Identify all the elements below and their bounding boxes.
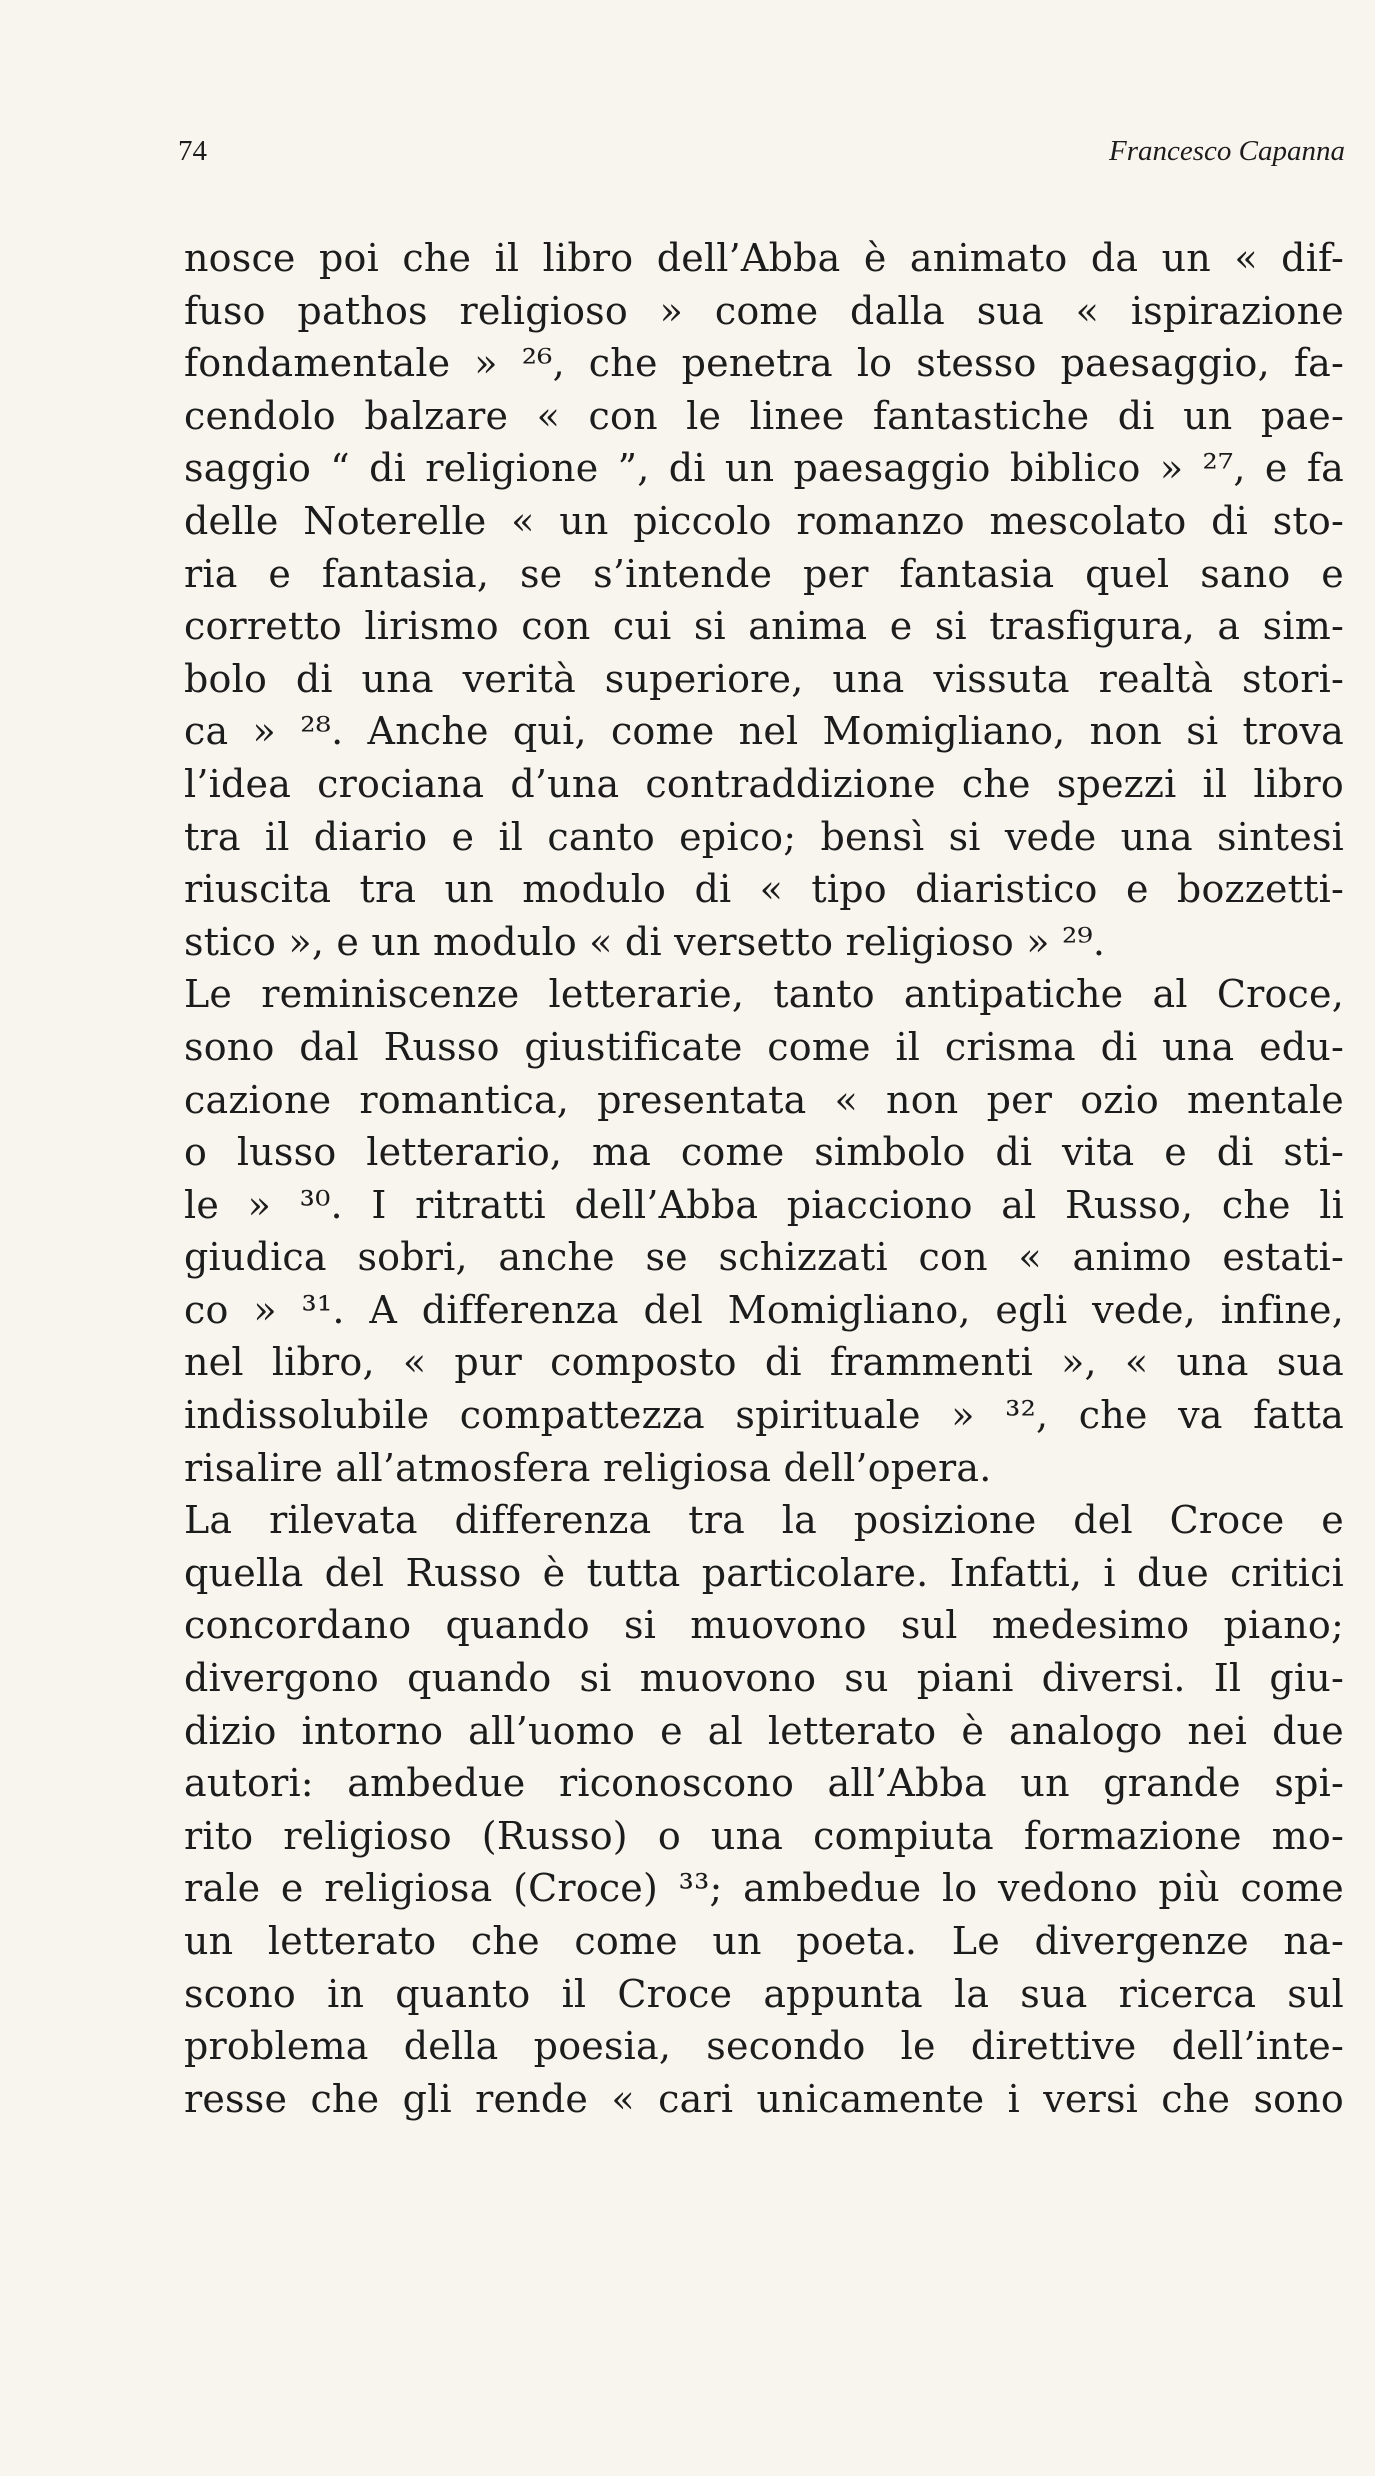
text-line: nosce poi che il libro dell’Abba è animato da un « dif- — [184, 236, 1344, 280]
text-line: dizio intorno all’uomo e al letterato è analogo nei due — [184, 1708, 1344, 1753]
text-line: un letterato che come un poeta. Le divergenze na- — [184, 1919, 1344, 1963]
page-number: 74 — [178, 135, 207, 167]
text-line: nel libro, « pur composto di frammenti », « una sua — [184, 1340, 1344, 1385]
text-line: quella del Russo è tutta particolare. Infatti, i due critici — [184, 1550, 1344, 1595]
text-line: concordano quando si muovono sul medesimo piano; — [184, 1603, 1344, 1648]
text-line: le » ³⁰. I ritratti dell’Abba piacciono al Russo, che li — [184, 1182, 1344, 1227]
text-line: scono in quanto il Croce appunta la sua ricerca sul — [184, 1971, 1344, 2016]
text-line: sono dal Russo giustificate come il crisma di una edu- — [184, 1024, 1344, 1069]
text-line: cendolo balzare « con le linee fantastiche di un pae- — [184, 393, 1344, 438]
text-line: co » ³¹. A differenza del Momigliano, egli vede, infine, — [184, 1287, 1344, 1332]
body-text — [184, 232, 1344, 2125]
text-line: La rilevata differenza tra la posizione del Croce e — [184, 1498, 1344, 1543]
text-line: ria e fantasia, se s’intende per fantasia quel sano e — [184, 551, 1344, 596]
text-line: rale e religiosa (Croce) ³³; ambedue lo vedono più come — [184, 1866, 1344, 1911]
text-line: corretto lirismo con cui si anima e si trasfigura, a sim- — [184, 604, 1344, 649]
text-line: stico », e un modulo « di versetto religioso » ²⁹. — [184, 919, 1106, 964]
text-line: risalire all’atmosfera religiosa dell’opera. — [184, 1445, 992, 1490]
text-line: bolo di una verità superiore, una vissuta realtà stori- — [184, 656, 1344, 701]
text-line: saggio “ di religione ”, di un paesaggio biblico » ²⁷, e fa — [184, 446, 1344, 491]
text-line: fondamentale » ²⁶, che penetra lo stesso paesaggio, fa- — [184, 341, 1344, 386]
text-line: giudica sobri, anche se schizzati con « animo estati- — [184, 1235, 1344, 1280]
text-line: tra il diario e il canto epico; bensì si vede una sintesi — [184, 814, 1344, 859]
text-line: o lusso letterario, ma come simbolo di vita e di sti- — [184, 1130, 1344, 1175]
text-line: divergono quando si muovono su piani diversi. Il giu- — [184, 1656, 1344, 1701]
text-line: delle Noterelle « un piccolo romanzo mescolato di sto- — [184, 498, 1344, 543]
text-line: rito religioso (Russo) o una compiuta formazione mo- — [184, 1813, 1344, 1858]
text-line: cazione romantica, presentata « non per ozio mentale — [184, 1077, 1344, 1122]
text-line: problema della poesia, secondo le direttive dell’inte- — [184, 2024, 1344, 2069]
text-line: resse che gli rende « cari unicamente i versi che sono — [184, 2076, 1344, 2121]
running-title: Francesco Capanna — [1109, 135, 1345, 167]
text-line: l’idea crociana d’una contraddizione che spezzi il libro — [184, 761, 1344, 806]
text-line: ca » ²⁸. Anche qui, come nel Momigliano, non si trova — [184, 709, 1344, 754]
page-header — [178, 135, 1345, 185]
text-line: autori: ambedue riconoscono all’Abba un grande spi- — [184, 1761, 1344, 1806]
text-line: indissolubile compattezza spirituale » ³², che va fatta — [184, 1393, 1344, 1438]
text-line: fuso pathos religioso » come dalla sua « ispirazione — [184, 288, 1344, 333]
text-line: Le reminiscenze letterarie, tanto antipatiche al Croce, — [184, 972, 1344, 1017]
text-line: riuscita tra un modulo di « tipo diaristico e bozzetti- — [184, 867, 1344, 912]
